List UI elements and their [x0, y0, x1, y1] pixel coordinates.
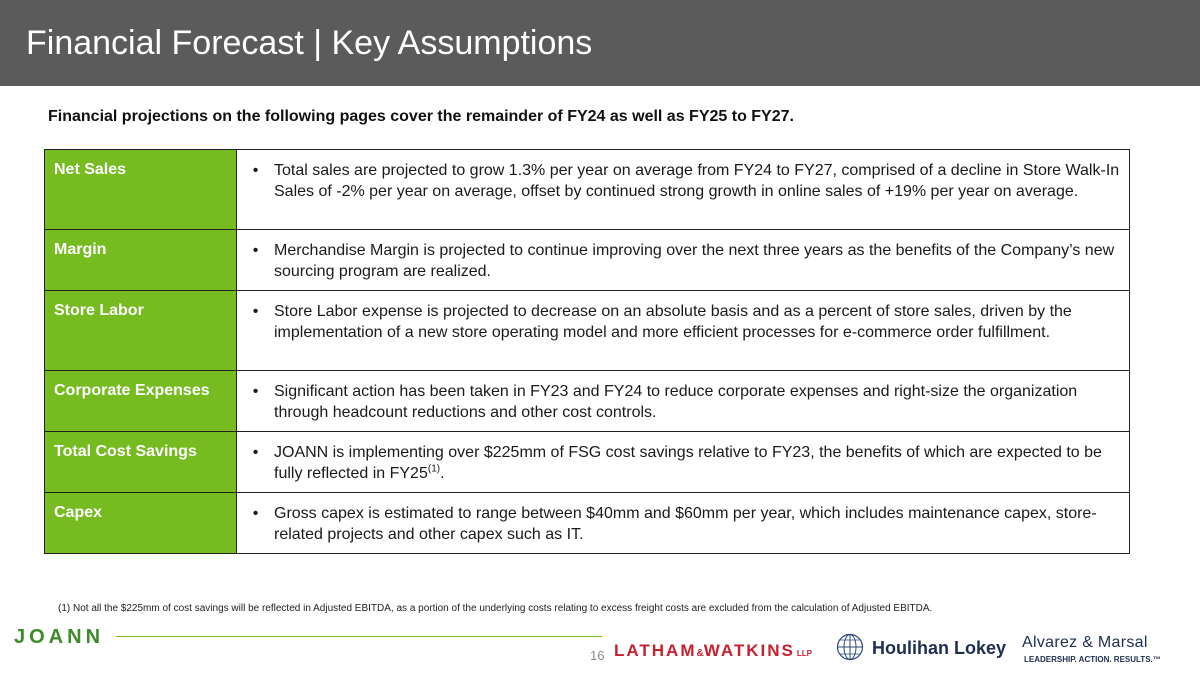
table-row — [45, 150, 1130, 230]
row-text: Total sales are projected to grow 1.3% per year on average from FY24 to FY27, comprised of a decline in Store Walk-In Sales of -2% per year on average, offset by continued strong growth in online sales of +19% per year on average. — [274, 162, 1120, 200]
bullet: • — [252, 242, 259, 259]
am-tagline-text: LEADERSHIP. ACTION. RESULTS. — [1024, 655, 1153, 664]
row-text-tail: . — [440, 465, 445, 482]
row-label-total-cost-savings: Total Cost Savings — [45, 432, 237, 493]
latham-word: LATHAM — [614, 641, 697, 660]
latham-llp: LLP — [796, 649, 812, 658]
row-text: Significant action has been taken in FY23 and FY24 to reduce corporate expenses and right-size the organization through headcount reductions and other cost controls. — [274, 383, 1078, 421]
row-text-main: JOANN is implementing over $225mm of FSG cost savings relative to FY23, the benefits of which are expected to be fully reflected in FY25 — [274, 444, 1102, 482]
table-row — [45, 371, 1130, 432]
table-row — [45, 432, 1130, 493]
row-label-store-labor: Store Labor — [45, 291, 237, 371]
row-label-margin: Margin — [45, 230, 237, 291]
page-title: Financial Forecast | Key Assumptions — [26, 24, 593, 62]
row-label-corporate-expenses: Corporate Expenses — [45, 371, 237, 432]
table-row — [45, 493, 1130, 554]
footnote-ref: (1) — [427, 463, 441, 475]
footnote: (1) Not all the $225mm of cost savings will be reflected in Adjusted EBITDA, as a portion of the underlying costs relating to excess freight costs are excluded from the calculation of Adjusted EBITDA. — [58, 603, 933, 614]
page-number: 16 — [590, 648, 605, 663]
latham-amp: & — [696, 648, 704, 659]
alvarez-marsal-logo: Alvarez & Marsal — [1022, 634, 1148, 651]
row-label-net-sales: Net Sales — [45, 150, 237, 230]
row-description — [237, 291, 1130, 371]
title-bar — [0, 0, 1200, 86]
bullet: • — [252, 303, 259, 320]
row-description — [237, 371, 1130, 432]
row-description — [237, 432, 1130, 493]
am-trademark: ™ — [1152, 655, 1161, 664]
row-label-capex: Capex — [45, 493, 237, 554]
alvarez-marsal-tagline — [1024, 655, 1161, 664]
row-text — [274, 442, 1121, 484]
row-description — [237, 493, 1130, 554]
joann-logo: JOANN — [14, 626, 105, 648]
row-description — [237, 150, 1130, 230]
table-row — [45, 291, 1130, 371]
bullet: • — [252, 444, 259, 461]
houlihan-globe-icon — [836, 633, 864, 661]
assumptions-table — [44, 149, 1130, 554]
table-row — [45, 230, 1130, 291]
latham-watkins-logo — [614, 641, 812, 661]
row-description — [237, 230, 1130, 291]
intro-text: Financial projections on the following pages cover the remainder of FY24 as well as FY25 to FY27. — [48, 108, 794, 125]
houlihan-lokey-logo: Houlihan Lokey — [872, 638, 1007, 658]
bullet: • — [252, 383, 259, 400]
bullet: • — [252, 162, 259, 179]
row-text: Gross capex is estimated to range between $40mm and $60mm per year, which includes maintenance capex, store-related projects and other capex such as IT. — [274, 505, 1097, 543]
row-text: Store Labor expense is projected to decrease on an absolute basis and as a percent of store sales, driven by the implementation of a new store operating model and more efficient processes for e-commerce order fulfillment. — [274, 303, 1072, 341]
footer-divider — [116, 636, 602, 637]
watkins-word: WATKINS — [703, 641, 795, 660]
row-text: Merchandise Margin is projected to continue improving over the next three years as the benefits of the Company’s new sourcing program are realized. — [274, 242, 1115, 280]
bullet: • — [252, 505, 259, 522]
